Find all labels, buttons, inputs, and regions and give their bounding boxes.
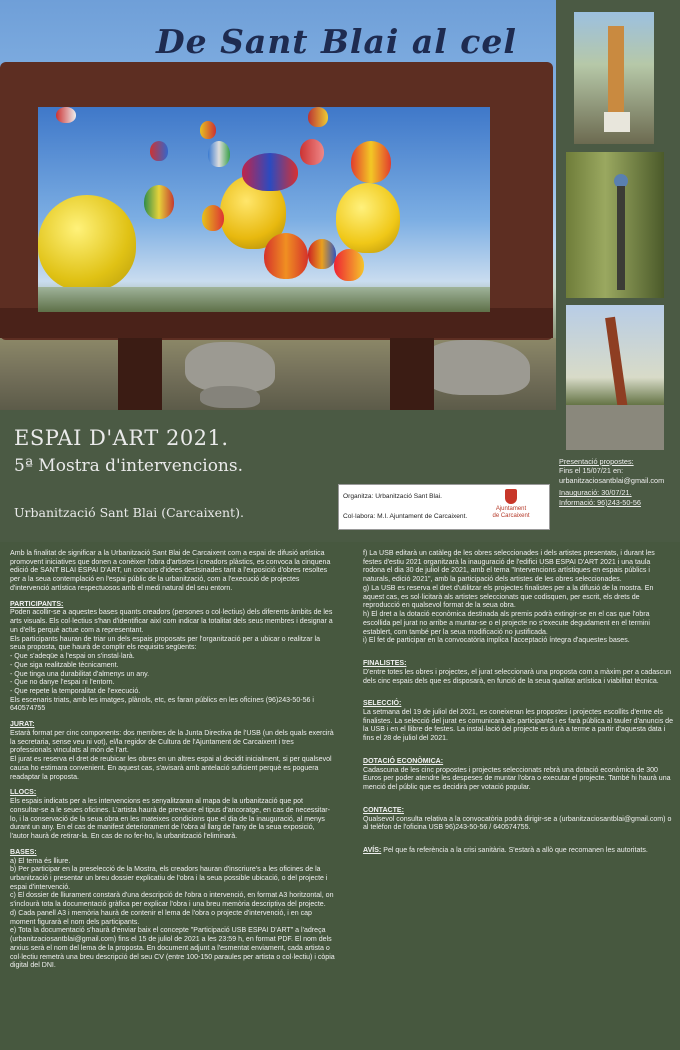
rock — [185, 342, 275, 392]
jurat-line: El jurat es reserva el dret de reubicar les obres en un altres espai al decidit inicialment, si per qualsevol causa ho estimara convenient. En aquest cas, s'avisarà amb antelació suficient perquè es poguera readaptar la proposta. — [10, 756, 332, 781]
organitza-text: Organitza: Urbanització Sant Blai. — [343, 493, 442, 500]
sculpture-pole — [617, 186, 625, 290]
balloon — [308, 239, 336, 269]
colabora-text: Col·labora: M.I. Ajuntament de Carcaixent. — [343, 513, 468, 520]
intro-paragraph: Amb la finalitat de significar a la Urbanització Sant Blai de Carcaixent com a espai de difusió artística promovent iniciatives que donen a conèixer l'obra d'artistes i creadors plàstics, es convoca la cinquena edició de SANT BLAI ESPAI D'ART, un concurs d'idees destsinades tant a l'exposició d'obres resoltes per a la seua contemplació en l'espai públic de la urbanització, com a l'execució de projectes d'intervenció artística respectuosos amb el medi natural del seu entorn. — [10, 550, 331, 592]
jurat-heading: JURAT: — [10, 721, 35, 729]
balloon — [334, 249, 364, 281]
logo-line-1: Ajuntament — [495, 506, 527, 512]
sculpture-photo-2 — [566, 152, 664, 298]
balloon — [242, 153, 298, 191]
balloon — [202, 205, 224, 231]
jurat-section — [10, 721, 335, 782]
llocs-section — [10, 789, 335, 841]
rock — [420, 340, 530, 395]
horizon — [38, 287, 490, 312]
sign-leg — [118, 338, 162, 410]
seleccio-heading: SELECCIÓ: — [363, 700, 402, 708]
sculpture — [608, 26, 624, 122]
avis-text: Pel que fa referència a la crisi sanitària. S'estarà a allò que recomanen les autoritats. — [381, 847, 648, 855]
sculpture-base — [604, 112, 630, 132]
rock — [200, 386, 260, 408]
participants-line: Els participants hauran de triar un dels espais proposats per l'organització per a ubicar o realitzar la seua proposta, que haurà de complir els requisits següents: — [10, 635, 321, 652]
avis-section — [363, 847, 673, 856]
dotacio-text: Cadascuna de les cinc propostes i projectes seleccionats rebrà una dotació econòmica de 300 Euros per poder atendre les despeses de muntar l'obra o executar el projecte. També hi haurà una menció del públic que es decidirà per votació popular. — [363, 766, 671, 792]
presentacio-date: Fins el 15/07/21 en: — [559, 466, 624, 476]
sign-leg — [390, 338, 434, 410]
balloon — [38, 195, 136, 291]
balloon — [56, 107, 76, 123]
balloon — [200, 121, 216, 139]
event-subtitle: 5ª Mostra d'intervencions. — [14, 456, 244, 476]
finalistes-text: D'entre totes les obres i projectes, el jurat seleccionarà una proposta com a màxim per a cadascun dels cinc espais dels que es disposarà, en funció de la seua qualitat artística i viabilitat tècnica. — [363, 668, 672, 685]
finalistes-heading: FINALISTES: — [363, 660, 407, 668]
inauguracio-text: Inauguració: 30/07/21. — [559, 488, 632, 498]
bases-cont-line: i) El fet de participar en la convocatòria implica l'acceptació íntegra d'aquestes bases. — [363, 637, 630, 645]
contacte-text: Qualsevol consulta relativa a la convocatòria podrà dirigir-se a (urbanitzaciosantblai@gmail.com) o al telèfon de l'oficina USB 96)243-50-56 / 640574755. — [363, 815, 672, 832]
balloon — [351, 141, 391, 183]
informacio-text: Informació: 96)243-50-56 — [559, 497, 641, 507]
balloon — [264, 233, 308, 279]
participants-line: - Que repete la temporalitat de l'execució. — [10, 688, 141, 696]
event-title: ESPAI D'ART 2021. — [14, 426, 229, 450]
balloon — [300, 139, 324, 165]
sculpture-photo-3 — [566, 305, 664, 450]
balloon — [208, 141, 230, 167]
rules-left-column — [10, 550, 335, 971]
participants-line: - Que siga realitzable tècnicament. — [10, 661, 119, 669]
participants-line: - Que no danye l'espai ni l'entorn. — [10, 679, 115, 687]
contacte-heading: CONTACTE: — [363, 806, 404, 814]
contacte-section — [363, 807, 673, 833]
balloon — [308, 107, 328, 127]
bases-cont-line: g) La USB es reserva el dret d'utilitzar els projectes finalistes per a la difusió de la mostra. En aquest cas, es sol·licitarà als artistes seleccionats que codisquen, per escrit, els drets de reproducció en qualsevol format de la seua obra. — [363, 584, 654, 610]
bases-line: e) Tota la documentació s'haurà d'enviar baix el concepte "Participació USB ESPAI D'ART" a l'adreça (urbanitzaciosantblai@gmail.com) fins el 15 de juliol de 2021 a les 23:59 h, en format PDF. El nom dels arxius serà el nom del lema de la proposta. En document adjunt a l'esmentat enviament, cada artista o col·lectiu remetrà una breu descripció del seu CV (entre 100-150 paraules per artista o col·lectiu) i còpia digital del DNI. — [10, 927, 335, 970]
balloon — [150, 141, 168, 161]
jurat-line: Estarà format per cinc components: dos membres de la Junta Directiva de l'USB (un dels quals exercirà la secretaria, sense veu ni vot), el/la regidor de Cultura de l'Ajuntament de Carcaixent i tres professionals vinculats al món de l'art. — [10, 729, 334, 755]
organizers-box — [338, 484, 550, 530]
bases-section — [10, 849, 335, 971]
sign-ledge — [0, 308, 553, 338]
participants-line: - Que s'adeqüe a l'espai on s'instal·larà. — [10, 653, 135, 661]
hero-photo — [0, 0, 556, 410]
participants-line: Els escenaris triats, amb les imatges, plànols, etc, es faran públics en les oficines (96)243-50-56 i 640574755 — [10, 696, 314, 713]
logo-line-2: de Carcaixent — [492, 512, 530, 519]
participants-line: Poden acollir-se a aquestes bases quants creadors (persones o col·lectius) dels diferents àmbits de les arts visuals. Els col·lectius s'han d'identificar així com indicar la totalitat dels seus membres i designar a un d'ells perquè actue com a representant. — [10, 609, 333, 634]
llocs-heading: LLOCS: — [10, 789, 37, 797]
bases-line: d) Cada panell A3 i memòria haurà de contenir el lema de l'obra o projecte d'intervenció, i en cap moment figurarà el nom dels participants. — [10, 909, 312, 926]
llocs-line: Els espais indicats per a les intervencions es senyalitzaran al mapa de la urbanització que pot consultar-se a le seues oficines. L'artista haurà de preveure el tipus d'ancoratge, en cas de necessitar-lo, i la conservació de la seua obra en les mateixes condicions que el dia de la inauguració, al menys durant un any. En el cas de manifest deteriorament de l'obra al llarg de l'any de la seua exposició, l'autor haurà de retirar-la. En cas de no fer-ho, la urbanització l'eliminarà. — [10, 798, 330, 841]
bases-line: c) El dossier de lliurament constarà d'una descripció de l'obra o intervenció, en format A3 horitzontal, on s'inclourà tota la documentació gràfica per explicar l'obra i una breu memòria descriptiva del projecte. — [10, 892, 334, 909]
avis-heading: AVÍS: — [363, 847, 382, 855]
participants-section — [10, 601, 335, 715]
sculpture-base — [566, 405, 664, 450]
hero-ground — [0, 338, 556, 410]
balloons-photo — [38, 107, 490, 312]
dotacio-heading: DOTACIÓ ECONÒMICA: — [363, 757, 444, 765]
rules-right-column — [363, 550, 673, 856]
bases-heading: BASES: — [10, 848, 37, 856]
bases-cont-line: f) La USB editarà un catàleg de les obres seleccionades i dels artistes presentats, i durant les festes d'estiu 2021 organitzarà la inauguració de l'edifici USB ESPAI D'ART 2021 i una taula rodona el dia 30 de juliol de 2021, amb el tema "Intervencions artístiques en espais públics i naturals, edició 2021", amb la participació dels artistes de les obres seleccionades. — [363, 550, 655, 584]
bases-line: b) Per participar en la preselecció de la Mostra, els creadors hauran d'inscriure's a les oficines de la urbanització i presentar un breu dossier explicatiu de l'obra i la seua possible ubicació, o del projecte i espai d'intervenció. — [10, 866, 328, 891]
crest-icon — [505, 489, 517, 504]
participants-line: - Que tinga una durabilitat d'almenys un any. — [10, 670, 150, 678]
seleccio-section — [363, 700, 673, 744]
finalistes-section — [363, 660, 673, 686]
rules-section — [0, 542, 680, 1050]
sculpture-photo-1 — [574, 12, 654, 144]
ajuntament-logo — [479, 488, 543, 526]
bases-line: a) El tema és lliure. — [10, 857, 71, 865]
presentacio-label: Presentació propostes: — [559, 457, 634, 466]
balloon — [144, 185, 174, 219]
sculpture — [605, 317, 629, 417]
event-location: Urbanització Sant Blai (Carcaixent). — [14, 505, 244, 520]
participants-heading: PARTICIPANTS: — [10, 600, 64, 608]
seleccio-text: La setmana del 19 de juliol del 2021, es coneixeran les propostes i projectes escollits d'entre els finalistes. La selecció del jurat es comunicarà als participants i es farà pública al tauler d'anuncis de la USB i en el llibre de festes. La instal·lació del projecte es durà a terme a partir d'aquesta data i fins el 28 de juliol del 2021. — [363, 709, 674, 743]
hero-title: De Sant Blai al cel — [156, 22, 517, 61]
presentacio-email[interactable]: urbanitzaciosantblai@gmail.com — [559, 475, 665, 485]
info-block — [559, 457, 664, 507]
bases-cont-line: h) El dret a la dotació econòmica destinada als premis podrà extingir-se en el cas que l'obra escollida pel jurat no arribe a muntar-se o el projecte no s'execute degudament en el termini establert, com també per la seua modificació no justificada. — [363, 611, 650, 636]
dotacio-section — [363, 758, 673, 793]
balloon — [336, 183, 400, 253]
